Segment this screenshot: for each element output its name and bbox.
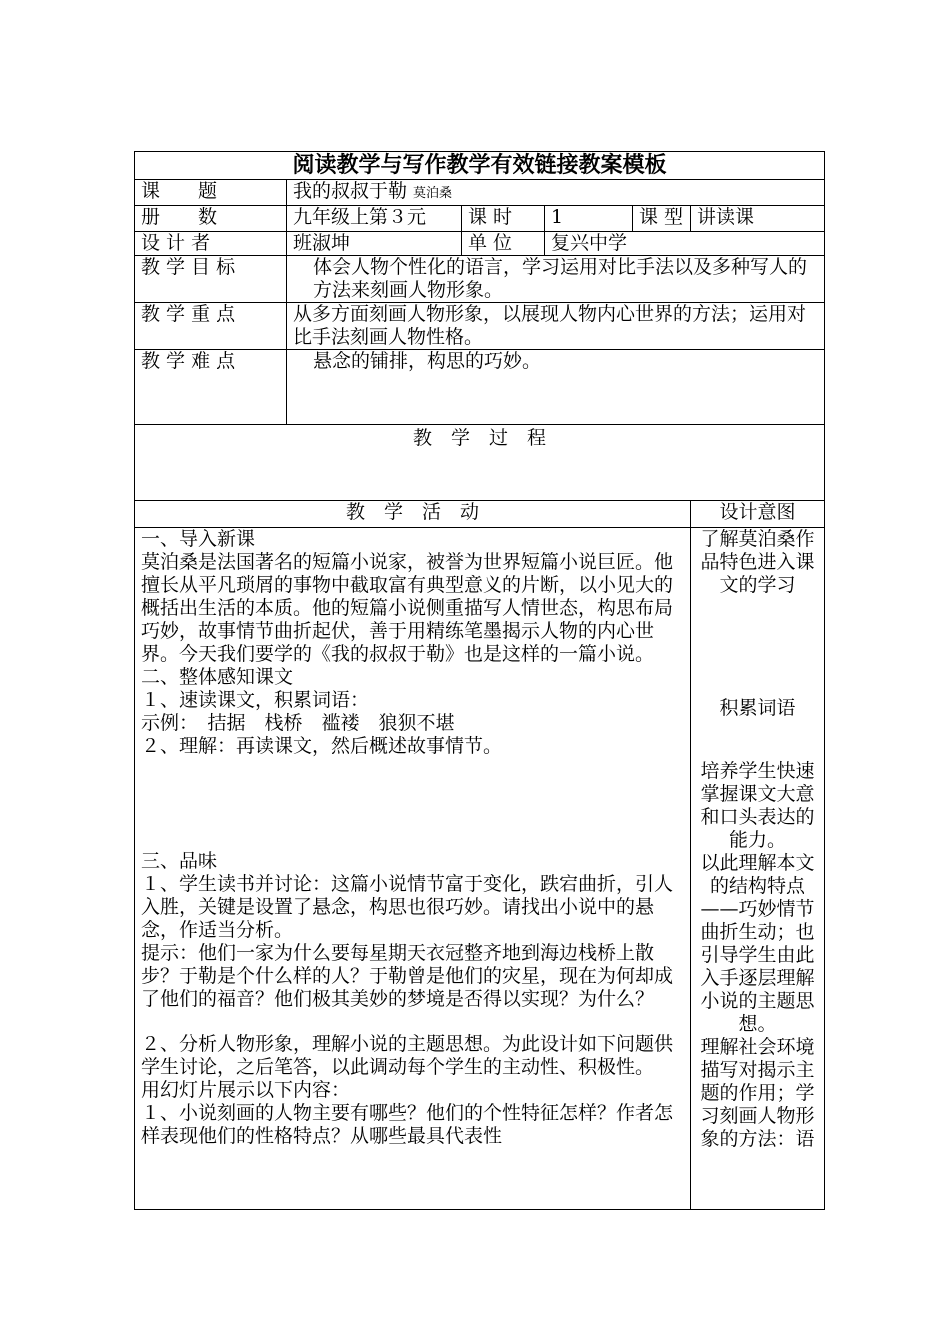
hours-value: 1 bbox=[545, 206, 633, 232]
topic-cell bbox=[287, 180, 825, 206]
savor-hint: 提示：他们一家为什么要每星期天衣冠整齐地到海边栈桥上散步？于勒是个什么样的人？于勒曾是他们的灾星，现在为何却成了他们的福音？他们极其美妙的梦境是否得以实现？为什么？ bbox=[141, 942, 674, 1010]
savor-item-2: ２、分析人物形象，理解小说的主题思想。为此设计如下问题供学生讨论，之后笔答，以此调动每个学生的主动性、积极性。 bbox=[141, 1033, 674, 1078]
designer-label: 设 计 者 bbox=[135, 232, 287, 256]
intent-1: 了解莫泊桑作品特色进入课文的学习 bbox=[700, 528, 815, 596]
spacer bbox=[141, 1011, 684, 1033]
process-heading: 教 学 过 程 bbox=[135, 425, 825, 501]
document-title: 阅读教学与写作教学有效链接教案模板 bbox=[135, 152, 825, 180]
difficulty-value: 悬念的铺排，构思的巧妙。 bbox=[287, 350, 825, 425]
difficulty-label: 教 学 难 点 bbox=[135, 350, 287, 425]
hours-label: 课 时 bbox=[462, 206, 545, 232]
question-1: １、小说刻画的人物主要有哪些？他们的个性特征怎样？作者怎样表现他们的性格特点？从哪些最具代表性 bbox=[141, 1102, 674, 1147]
section-intro-title: 一、导入新课 bbox=[141, 528, 256, 550]
overview-item-2: ２、理解：再读课文，然后概述故事情节。 bbox=[141, 735, 503, 757]
intent-heading: 设计意图 bbox=[691, 501, 825, 528]
unit-label: 单 位 bbox=[462, 232, 545, 256]
section-overview-title: 二、整体感知课文 bbox=[141, 666, 294, 688]
topic-value: 我的叔叔于勒 bbox=[293, 180, 408, 202]
section-savor-title: 三、品味 bbox=[141, 850, 218, 872]
intent-4: 以此理解本文的结构特点——巧妙情节曲折生动；也引导学生由此入手逐层理解小说的主题思想。 bbox=[700, 852, 815, 1035]
spacer bbox=[693, 720, 822, 760]
section-intro-body: 莫泊桑是法国著名的短篇小说家，被誉为世界短篇小说巨匠。他擅长从平凡琐屑的事物中截取富有典型意义的片断，以小见大的概括出生活的本质。他的短篇小说侧重描写人情世态，构思布局巧妙，故事情节曲折起伏，善于用精练笔墨揭示人物的内心世界。今天我们要学的《我的叔叔于勒》也是这样的一篇小说。 bbox=[141, 551, 674, 665]
topic-label: 课 题 bbox=[135, 180, 287, 206]
intent-content bbox=[691, 528, 825, 1210]
type-label: 课 型 bbox=[633, 206, 691, 232]
focus-label: 教 学 重 点 bbox=[135, 303, 287, 350]
type-value: 讲读课 bbox=[691, 206, 825, 232]
volume-label: 册 数 bbox=[135, 206, 287, 232]
spacer bbox=[141, 758, 684, 850]
lesson-plan-table bbox=[134, 151, 825, 1210]
lesson-plan-document bbox=[134, 151, 824, 1210]
savor-item-1: １、学生读书并讨论：这篇小说情节富于变化，跌宕曲折，引人入胜，关键是设置了悬念，构思也很巧妙。请找出小说中的悬念，作适当分析。 bbox=[141, 873, 674, 941]
intent-3: 培养学生快速掌握课文大意和口头表达的能力。 bbox=[700, 760, 815, 851]
goal-label: 教 学 目 标 bbox=[135, 256, 287, 303]
unit-value: 复兴中学 bbox=[545, 232, 825, 256]
intent-2: 积累词语 bbox=[719, 697, 796, 719]
goal-value: 体会人物个性化的语言，学习运用对比手法以及多种写人的方法来刻画人物形象。 bbox=[287, 256, 825, 303]
activity-content bbox=[135, 528, 691, 1210]
intent-5: 理解社会环境描写对揭示主题的作用；学习刻画人物形象的方法：语 bbox=[700, 1036, 815, 1150]
focus-value: 从多方面刻画人物形象，以展现人物内心世界的方法；运用对比手法刻画人物性格。 bbox=[287, 303, 825, 350]
slides-note: 用幻灯片展示以下内容： bbox=[141, 1079, 351, 1101]
activity-heading: 教 学 活 动 bbox=[135, 501, 691, 528]
spacer bbox=[693, 597, 822, 697]
overview-item-1: １、速读课文，积累词语： bbox=[141, 689, 370, 711]
author-name: 莫泊桑 bbox=[413, 186, 453, 201]
designer-value: 班淑坤 bbox=[287, 232, 462, 256]
volume-value: 九年级上第３元 bbox=[287, 206, 462, 232]
vocabulary-example: 示例： 拮据 栈桥 褴褛 狼狈不堪 bbox=[141, 712, 455, 734]
